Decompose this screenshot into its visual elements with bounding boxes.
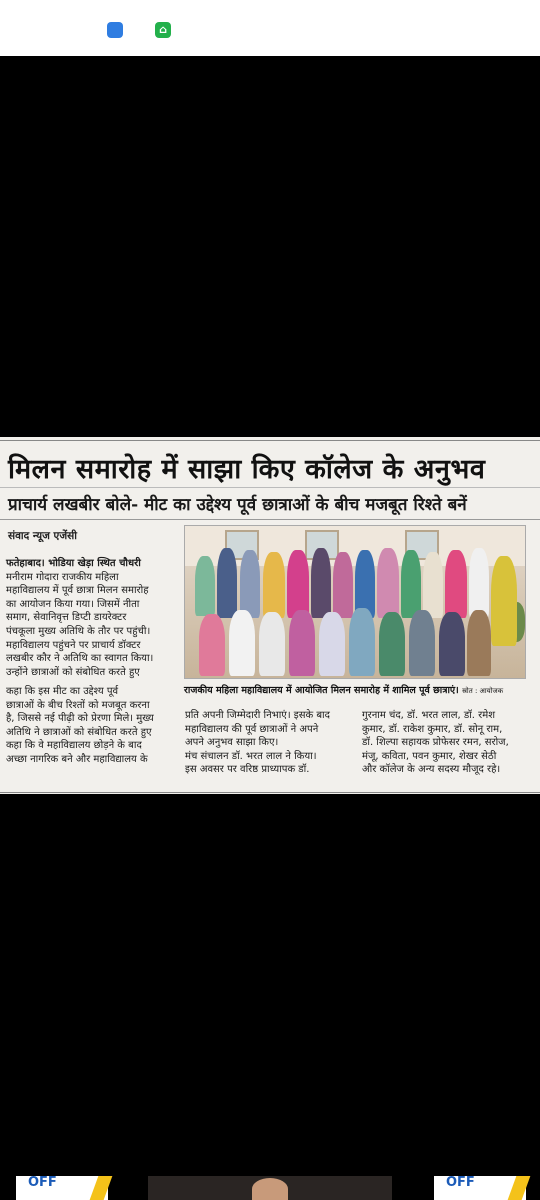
col2-line: महाविद्यालय की पूर्व छात्राओं ने अपने (185, 723, 319, 735)
ad-banner-left[interactable] (16, 1176, 108, 1200)
photo-person (319, 612, 345, 676)
article-column-3 (362, 709, 534, 777)
col1-line: का आयोजन किया गया। जिसमें नीता (6, 598, 140, 610)
col1-line: महाविद्यालय पहुंचने पर प्राचार्य डॉक्टर (6, 639, 141, 651)
col3-line: कुमार, डॉ. राकेश कुमार, डॉ. सोनू राम, (362, 723, 503, 735)
subhead-divider (0, 519, 540, 520)
col1b-line: अतिथि ने छात्राओं को संबोधित करते हुए (6, 726, 152, 738)
photo-person (217, 548, 237, 618)
photo-person (377, 548, 399, 618)
col1-line: महाविद्यालय में पूर्व छात्रा मिलन समारोह (6, 585, 149, 597)
photo-person (467, 610, 491, 676)
photo-person (195, 556, 215, 616)
photo-caption (184, 683, 530, 696)
col2-line: मंच संचालन डॉ. भरत लाल ने किया। (185, 750, 317, 762)
col1b-line: अच्छा नागरिक बने और महाविद्यालय के (6, 753, 148, 765)
photo-person (263, 552, 285, 618)
status-bar (0, 0, 540, 56)
col1b-line: कहा कि वे महाविद्यालय छोड़ने के बाद (6, 740, 142, 752)
photo-person (333, 552, 353, 618)
col1-line: पंचकूला मुख्य अतिथि के तौर पर पहुंची। (6, 625, 151, 637)
photo-person (229, 610, 255, 676)
group-photo (184, 525, 526, 679)
col2-line: इस अवसर पर वरिष्ठ प्राध्यापक डॉ. (185, 764, 310, 776)
photo-person (409, 610, 435, 676)
photo-person (259, 612, 285, 676)
photo-person (240, 550, 260, 618)
col1-line: उन्होंने छात्राओं को संबोधित करते हुए (6, 666, 140, 678)
photo-person (423, 552, 443, 618)
photo-person (401, 550, 421, 618)
ad-right-stripe (508, 1176, 531, 1200)
article-column-1 (6, 557, 176, 679)
top-rule (0, 440, 540, 441)
col3-line: और कॉलेज के अन्य सदस्य मौजूद रहे। (362, 764, 501, 776)
article-column-1-continued (6, 685, 176, 767)
photo-person (349, 608, 375, 676)
photo-caption-text: राजकीय महिला महाविद्यालय में आयोजित मिलन समारोह में शामिल पूर्व छात्राएं। (184, 685, 459, 696)
photo-person (289, 610, 315, 676)
col1-line: लखबीर कौर ने अतिथि का स्वागत किया। (6, 653, 154, 665)
android-app-icon: ⌂ (155, 22, 171, 38)
col1b-line: है, जिससे नई पीढ़ी को प्रेरणा मिले। मुख्य (6, 713, 154, 725)
col3-line: गुरनाम चंद, डॉ. भरत लाल, डॉ. रमेश (362, 710, 496, 721)
ad-right-text: OFF (446, 1175, 475, 1190)
col1-line: समाग, सेवानिवृत्त डिप्टी डायरेक्टर (6, 612, 127, 624)
notification-app-icon (107, 22, 123, 38)
photo-source: स्रोत : आयोजक (462, 687, 504, 695)
ad-banner-right[interactable] (434, 1176, 526, 1200)
photo-person (311, 548, 331, 618)
ad-model-image (252, 1178, 288, 1200)
article-headline: मिलन समारोह में साझा किए कॉलेज के अनुभव (8, 454, 486, 485)
col2-line: अपने अनुभव साझा किए। (185, 737, 279, 749)
article-byline: संवाद न्यूज एजेंसी (8, 530, 77, 542)
col3-line: डॉ. शिल्पा सहायक प्रोफेसर रमन, सरोज, (362, 737, 509, 749)
bottom-rule (0, 792, 540, 793)
ad-left-stripe (90, 1176, 113, 1200)
photo-person (469, 548, 489, 618)
photo-person (379, 612, 405, 676)
col2-line: प्रति अपनी जिम्मेदारी निभाएं। इसके बाद (185, 710, 330, 721)
photo-person (287, 550, 309, 618)
photo-person (439, 612, 465, 676)
col1b-line: छात्राओं के बीच रिश्तों को मजबूत करना (6, 699, 150, 711)
ad-left-text: OFF (28, 1175, 57, 1190)
photo-person (445, 550, 467, 618)
article-subhead: प्राचार्य लखबीर बोले- मीट का उद्देश्य पूर्व छात्राओं के बीच मजबूत रिश्ते बनें (8, 495, 467, 515)
article-column-2 (185, 709, 357, 777)
col1-line: फतेहाबाद। भोडिया खेड़ा स्थित चौधरी (6, 558, 141, 569)
col3-line: मंजू, कविता, पवन कुमार, शेखर सेठी (362, 750, 497, 762)
headline-divider (0, 487, 540, 488)
col1b-line: कहा कि इस मीट का उद्देश्य पूर्व (6, 686, 119, 697)
newspaper-clipping[interactable] (0, 437, 540, 794)
ad-banner-center[interactable] (148, 1176, 392, 1200)
photo-person (199, 614, 225, 676)
photo-person (491, 556, 517, 646)
col1-line: मनीराम गोदारा राजकीय महिला (6, 571, 119, 583)
